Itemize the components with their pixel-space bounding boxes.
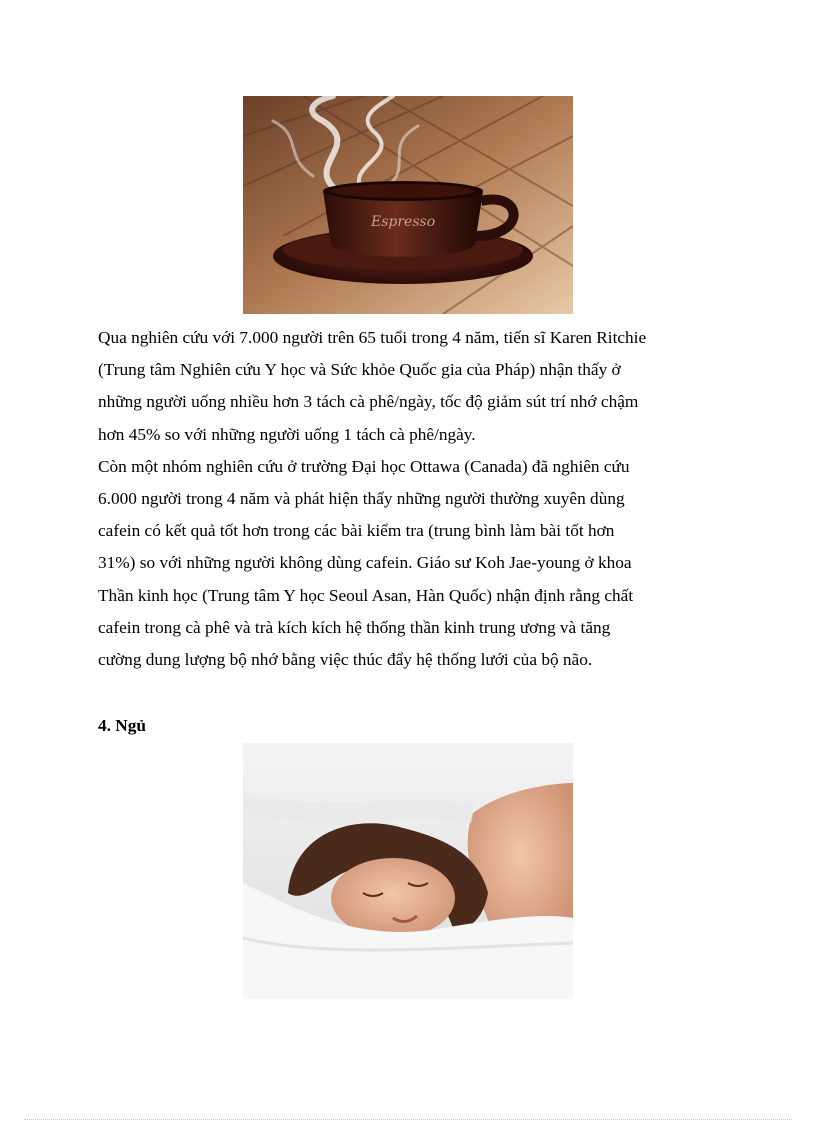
coffee-cup-illustration xyxy=(243,96,573,314)
page-bottom-rule xyxy=(24,1119,792,1120)
article-body xyxy=(98,322,718,676)
paragraph-2 xyxy=(98,451,718,676)
svg-text:Espresso: Espresso xyxy=(371,214,436,230)
text-line: cường dung lượng bộ nhớ bằng việc thúc đẩy hệ thống lưới của bộ não. xyxy=(98,650,593,670)
text-line: Còn một nhóm nghiên cứu ở trường Đại học Ottawa (Canada) đã nghiên cứu xyxy=(98,456,630,476)
text-line: Thần kinh học (Trung tâm Y học Seoul Asan, Hàn Quốc) nhận định rằng chất xyxy=(98,585,634,605)
text-line: (Trung tâm Nghiên cứu Y học và Sức khỏe Quốc gia của Pháp) nhận thấy ở xyxy=(98,360,621,380)
text-line: Qua nghiên cứu với 7.000 người trên 65 tuổi trong 4 năm, tiến sĩ Karen Ritchie xyxy=(98,328,647,347)
text-line: 6.000 người trong 4 năm và phát hiện thấy những người thường xuyên dùng xyxy=(98,489,625,509)
sleeping-woman-illustration xyxy=(243,743,573,999)
text-line: cafein trong cà phê và trà kích kích hệ thống thần kinh trung ương và tăng xyxy=(98,617,611,637)
sleeping-woman-photo xyxy=(243,743,573,999)
paragraph-1 xyxy=(98,322,718,451)
section-heading: 4. Ngủ xyxy=(98,716,147,735)
text-line: cafein có kết quả tốt hơn trong các bài kiểm tra (trung bình làm bài tốt hơn xyxy=(98,521,615,541)
text-line: những người uống nhiều hơn 3 tách cà phê/ngày, tốc độ giảm sút trí nhớ chậm xyxy=(98,392,639,412)
coffee-cup-photo xyxy=(243,96,573,314)
text-line: hơn 45% so với những người uống 1 tách cà phê/ngày. xyxy=(98,424,476,444)
text-line: 31%) so với những người không dùng cafein. Giáo sư Koh Jae-young ở khoa xyxy=(98,553,632,573)
